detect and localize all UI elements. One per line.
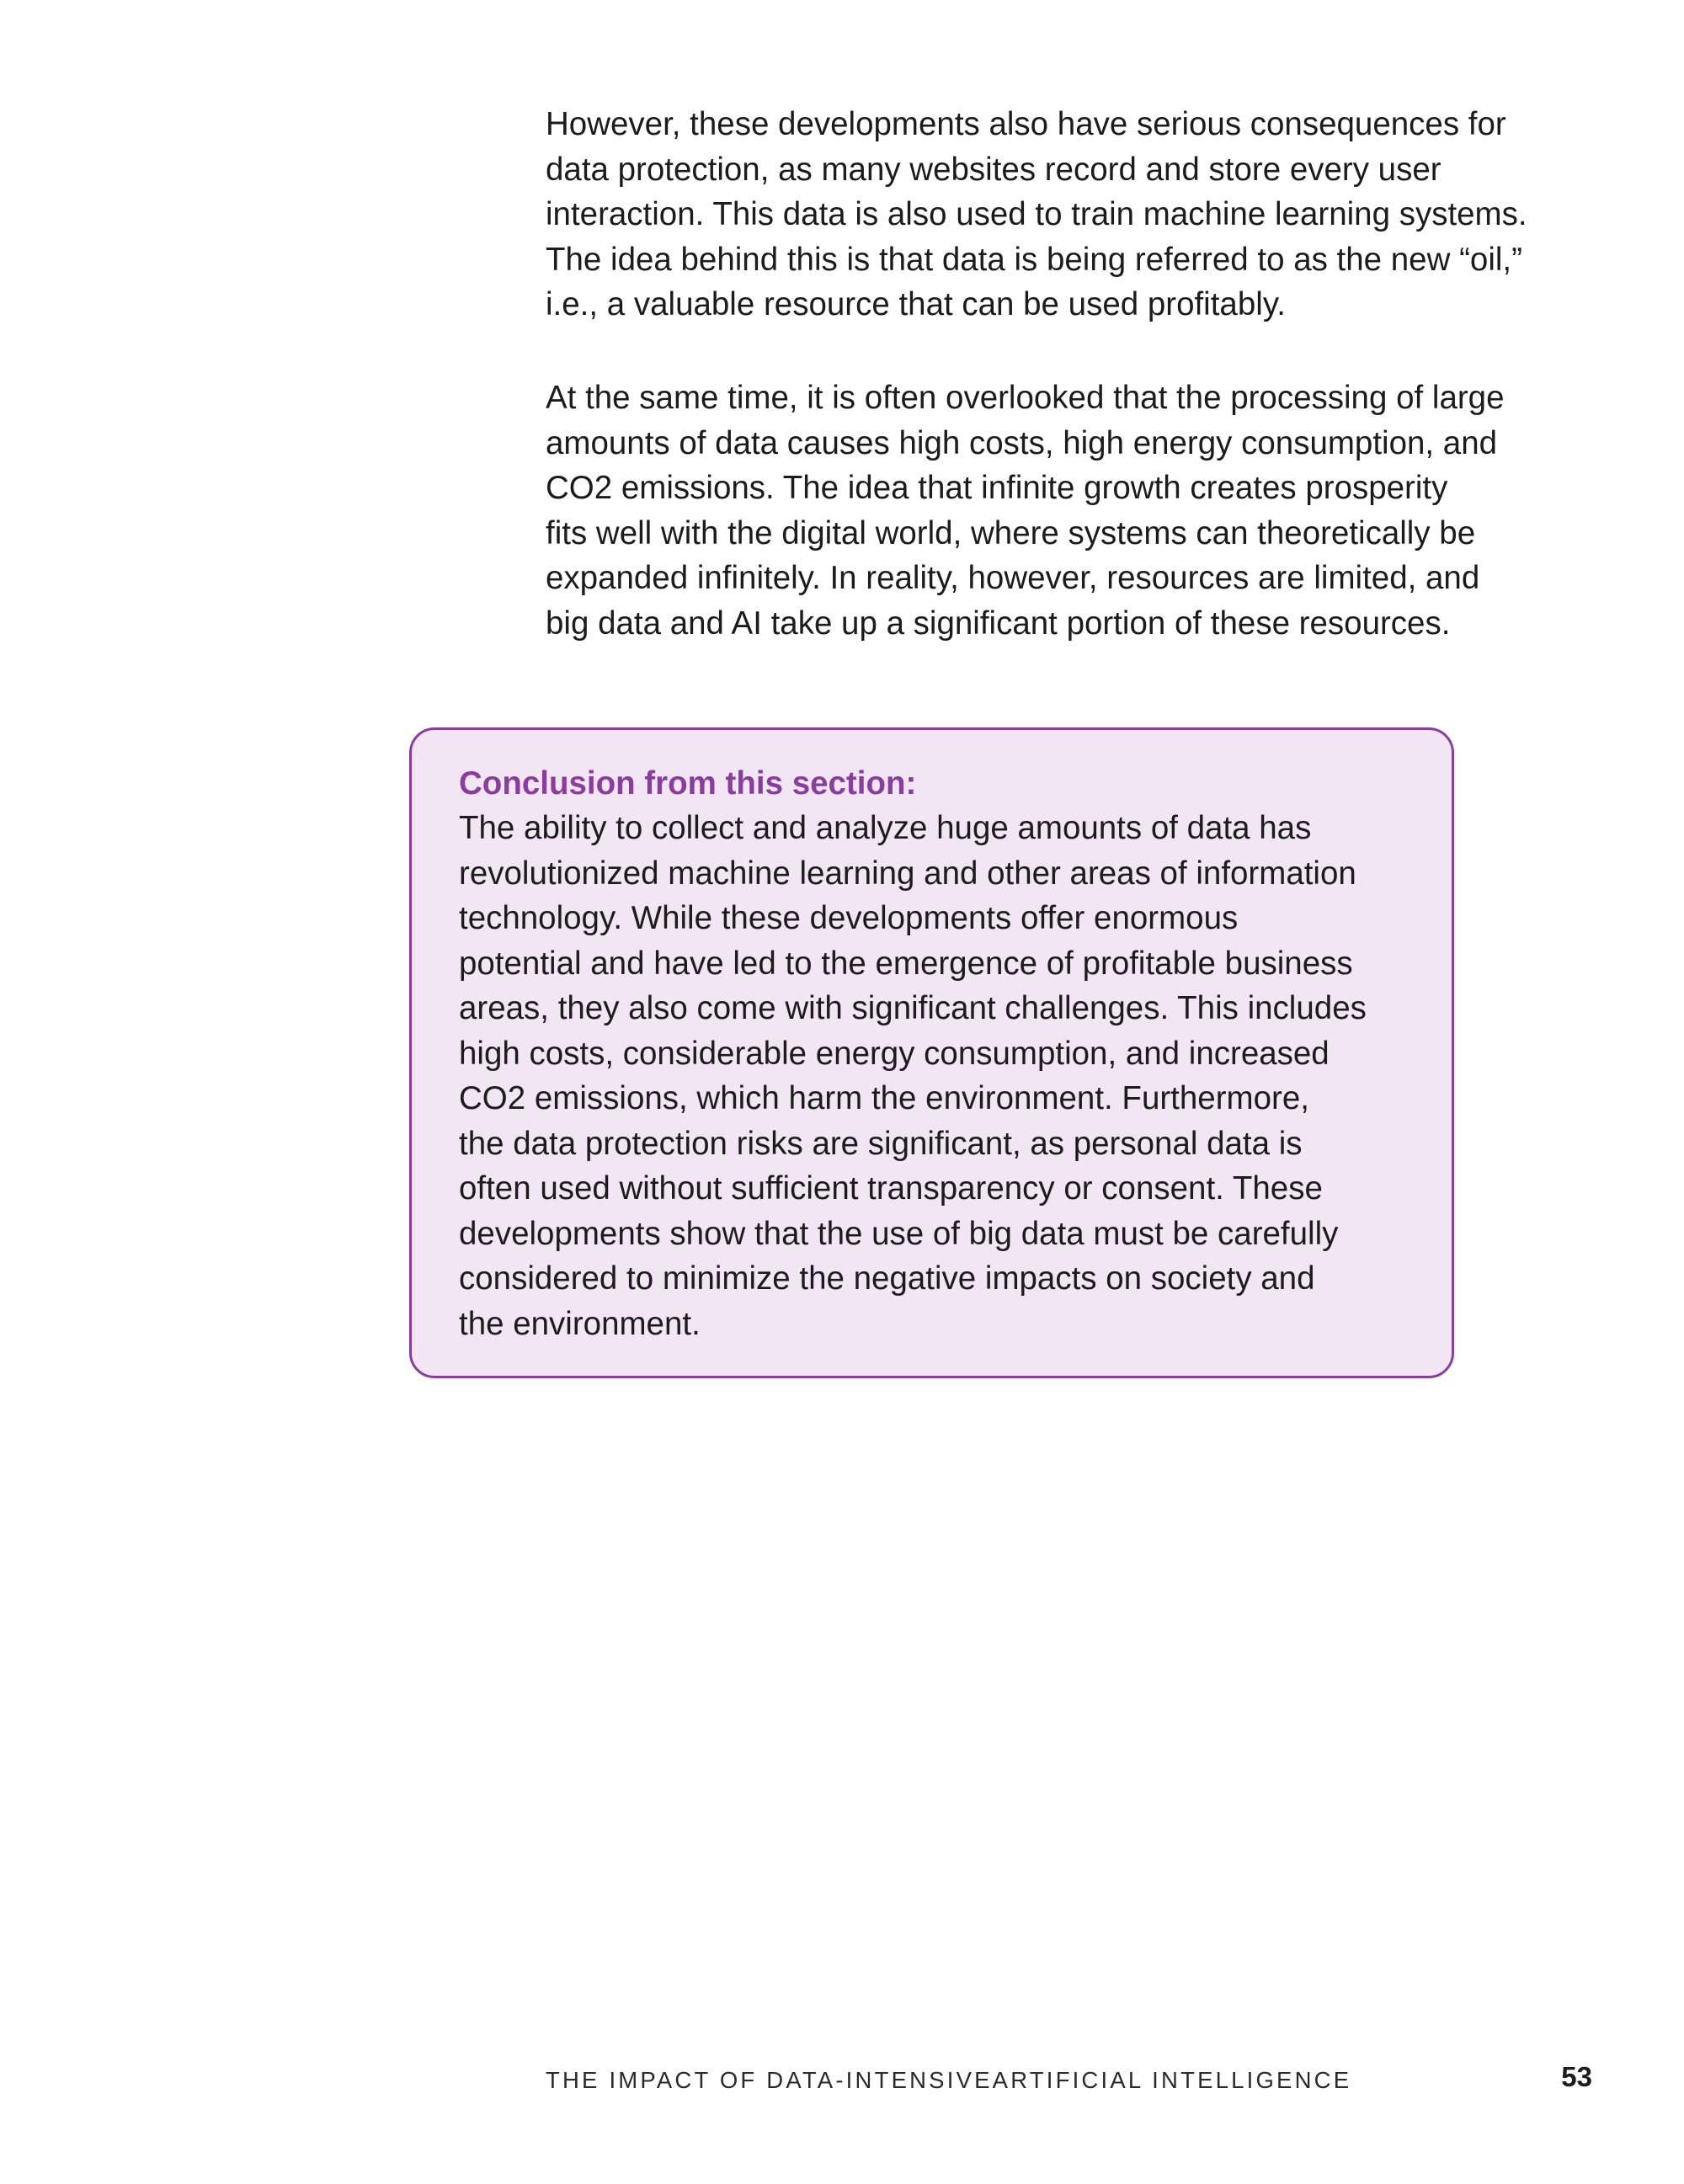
body-paragraph-1: However, these developments also have serious consequences for data protection, as many websites record and store every user interaction. This data is also used to train machine learning systems. The idea behind this is that data is being referred to as the new “oil,” i.e., a valuable resource that can be used profitably. [546,106,1527,322]
conclusion-title: Conclusion from this section: [459,765,917,802]
running-footer-title: THE IMPACT OF DATA-INTENSIVEARTIFICIAL INTELLIGENCE [546,2067,1352,2093]
body-paragraph-2: At the same time, it is often overlooked that the processing of large amounts of data causes high costs, high energy consumption, and CO2 emissions. The idea that infinite growth creates prosperity fits well with the digital world, where systems can theoretically be expanded infinitely. In reality, however, resources are limited, and big data and AI take up a significant portion of these resources. [546,380,1505,642]
conclusion-text: The ability to collect and analyze huge amounts of data has revolutionized machine learning and other areas of information technology. While these developments offer enormous potential and have led to the emergence of profitable business areas, they also come with significant challenges. This includes high costs, considerable energy consumption, and increased CO2 emissions, which harm the environment. Furthermore, the data protection risks are significant, as personal data is often used without sufficient transparency or consent. These developments show that the use of big data must be carefully considered to minimize the negative impacts on society and the environment. [459,810,1367,1342]
page-number: 53 [1561,2061,1592,2092]
conclusion-box [409,727,1454,1378]
